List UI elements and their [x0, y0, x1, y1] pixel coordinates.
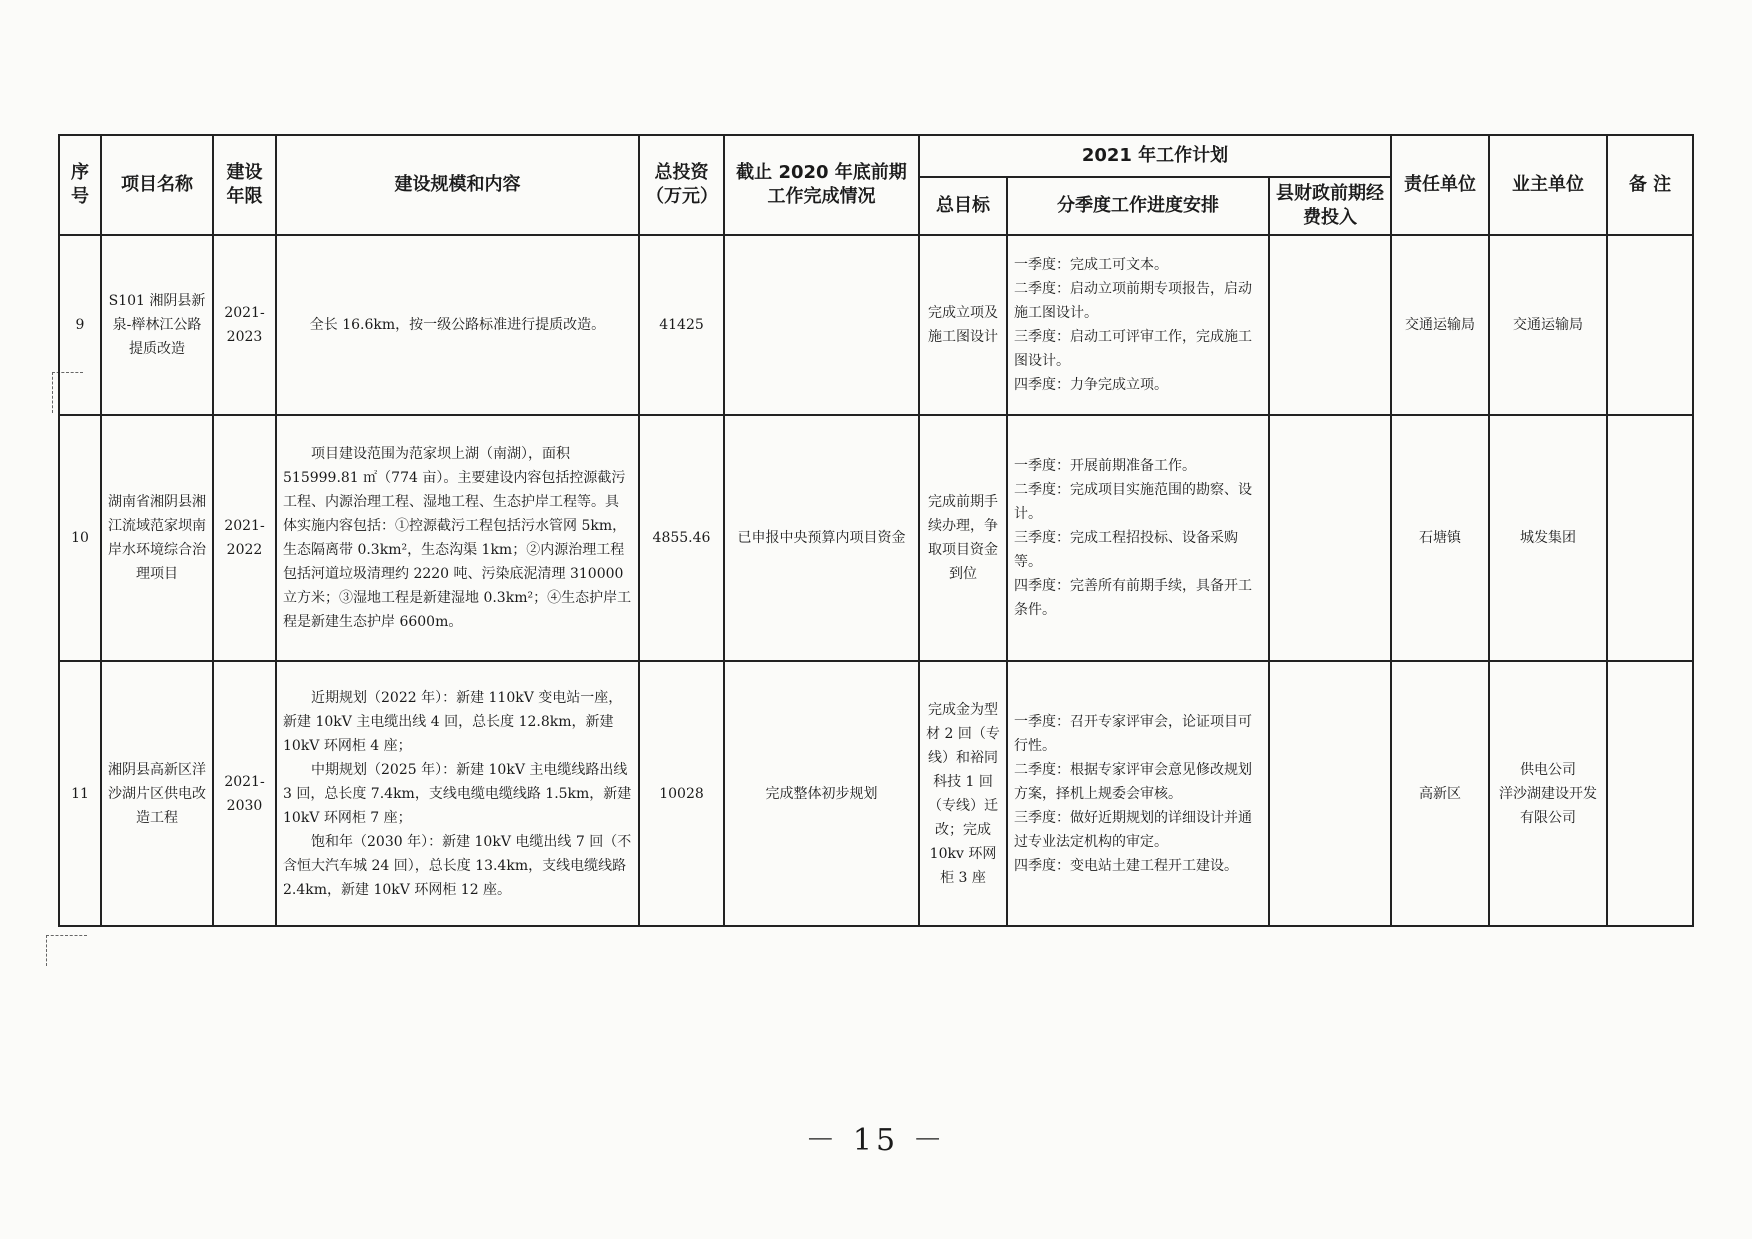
header-progress2020: 截止 2020 年底前期工作完成情况	[724, 135, 919, 235]
table-row	[59, 661, 1693, 926]
row-county-funds	[1269, 661, 1391, 926]
header-name: 项目名称	[101, 135, 213, 235]
row-goal: 完成立项及施工图设计	[919, 235, 1007, 415]
row-period: 2021-2030	[213, 661, 276, 926]
row-name: 湘阴县高新区洋沙湖片区供电改造工程	[101, 661, 213, 926]
row-remark	[1607, 235, 1693, 415]
scale-line: 近期规划（2022 年）：新建 110kV 变电站一座，新建 10kV 主电缆出线 4 回，总长度 12.8km，新建 10kV 环网柜 4 座；	[283, 689, 623, 754]
quarter-2: 二季度：完成项目实施范围的勘察、设计。	[1014, 482, 1252, 522]
header-scale: 建设规模和内容	[276, 135, 639, 235]
quarter-3: 三季度：完成工程招投标、设备采购等。	[1014, 530, 1238, 570]
row-owner: 供电公司 洋沙湖建设开发有限公司	[1489, 661, 1607, 926]
row-county-funds	[1269, 415, 1391, 661]
row-owner: 交通运输局	[1489, 235, 1607, 415]
table-row	[59, 235, 1693, 415]
row-progress2020: 已申报中央预算内项目资金	[724, 415, 919, 661]
row-goal: 完成金为型材 2 回（专线）和裕同科技 1 回（专线）迁改；完成 10kv 环网柜 3 座	[919, 661, 1007, 926]
row-quarters	[1007, 415, 1269, 661]
scale-line: 中期规划（2025 年）：新建 10kV 主电缆线路出线 3 回，总长度 7.4km，支线电缆电缆线路 1.5km，新建 10kV 环网柜 7 座；	[283, 761, 632, 826]
quarter-3: 三季度：启动工可评审工作，完成施工图设计。	[1014, 329, 1252, 369]
row-scale	[276, 235, 639, 415]
row-responsible: 石塘镇	[1391, 415, 1489, 661]
header-plan2021: 2021 年工作计划	[919, 135, 1391, 177]
header-investment: 总投资（万元）	[639, 135, 724, 235]
row-name: S101 湘阴县新泉-榉林江公路提质改造	[101, 235, 213, 415]
header-quarterly: 分季度工作进度安排	[1007, 177, 1269, 235]
row-progress2020: 完成整体初步规划	[724, 661, 919, 926]
quarter-1: 一季度：召开专家评审会，论证项目可行性。	[1014, 713, 1252, 754]
quarter-2: 二季度：启动立项前期专项报告，启动施工图设计。	[1014, 281, 1252, 321]
quarter-3: 三季度：做好近期规划的详细设计并通过专业法定机构的审定。	[1014, 809, 1252, 850]
row-seq: 10	[59, 415, 101, 661]
project-plan-table	[58, 134, 1694, 927]
scale-line: 饱和年（2030 年）：新建 10kV 电缆出线 7 回（不含恒大汽车城 24 回），总长度 13.4km，支线电缆线路 2.4km，新建 10kV 环网柜 12 座。	[283, 833, 632, 898]
quarter-4: 四季度：力争完成立项。	[1014, 377, 1168, 393]
quarter-4: 四季度：变电站土建工程开工建设。	[1014, 857, 1238, 874]
row-remark	[1607, 661, 1693, 926]
quarter-4: 四季度：完善所有前期手续，具备开工条件。	[1014, 578, 1252, 618]
row-investment: 10028	[639, 661, 724, 926]
scale-line: 全长 16.6km，按一级公路标准进行提质改造。	[309, 317, 606, 333]
row-scale	[276, 415, 639, 661]
page-number: － 15 －	[805, 1123, 947, 1158]
scale-line: 项目建设范围为范家坝上湖（南湖），面积 515999.81 ㎡（774 亩）。主要建设内容包括控源截污工程、内源治理工程、湿地工程、生态护岸工程等。具体实施内容包括：①控源截污工程包括污水管网 5km，生态隔离带 0.3km²，生态沟渠 1km；②内源治理工程包括河道垃圾清理约 2220 吨、污染底泥清理 310000 立方米；③湿地工程是新建湿地 0.3km²；④生态护岸工程是新建生态护岸 6600m。	[283, 446, 632, 630]
row-period: 2021-2023	[213, 235, 276, 415]
row-scale	[276, 661, 639, 926]
row-responsible: 交通运输局	[1391, 235, 1489, 415]
row-quarters	[1007, 661, 1269, 926]
quarter-1: 一季度：完成工可文本。	[1014, 257, 1168, 273]
header-period: 建设年限	[213, 135, 276, 235]
row-seq: 9	[59, 235, 101, 415]
row-progress2020	[724, 235, 919, 415]
row-remark	[1607, 415, 1693, 661]
header-seq: 序号	[59, 135, 101, 235]
row-investment: 4855.46	[639, 415, 724, 661]
binding-mark-bottom	[46, 935, 87, 966]
header-goal: 总目标	[919, 177, 1007, 235]
row-goal: 完成前期手续办理，争取项目资金到位	[919, 415, 1007, 661]
quarter-1: 一季度：开展前期准备工作。	[1014, 458, 1196, 474]
row-seq: 11	[59, 661, 101, 926]
row-quarters	[1007, 235, 1269, 415]
header-county-funds: 县财政前期经费投入	[1269, 177, 1391, 235]
row-county-funds	[1269, 235, 1391, 415]
header-remark: 备 注	[1607, 135, 1693, 235]
row-name: 湖南省湘阴县湘江流域范家坝南岸水环境综合治理项目	[101, 415, 213, 661]
quarter-2: 二季度：根据专家评审会意见修改规划方案，择机上规委会审核。	[1014, 761, 1252, 802]
header-responsible: 责任单位	[1391, 135, 1489, 235]
header-owner: 业主单位	[1489, 135, 1607, 235]
row-responsible: 高新区	[1391, 661, 1489, 926]
row-period: 2021-2022	[213, 415, 276, 661]
row-owner: 城发集团	[1489, 415, 1607, 661]
row-investment: 41425	[639, 235, 724, 415]
table-row	[59, 415, 1693, 661]
